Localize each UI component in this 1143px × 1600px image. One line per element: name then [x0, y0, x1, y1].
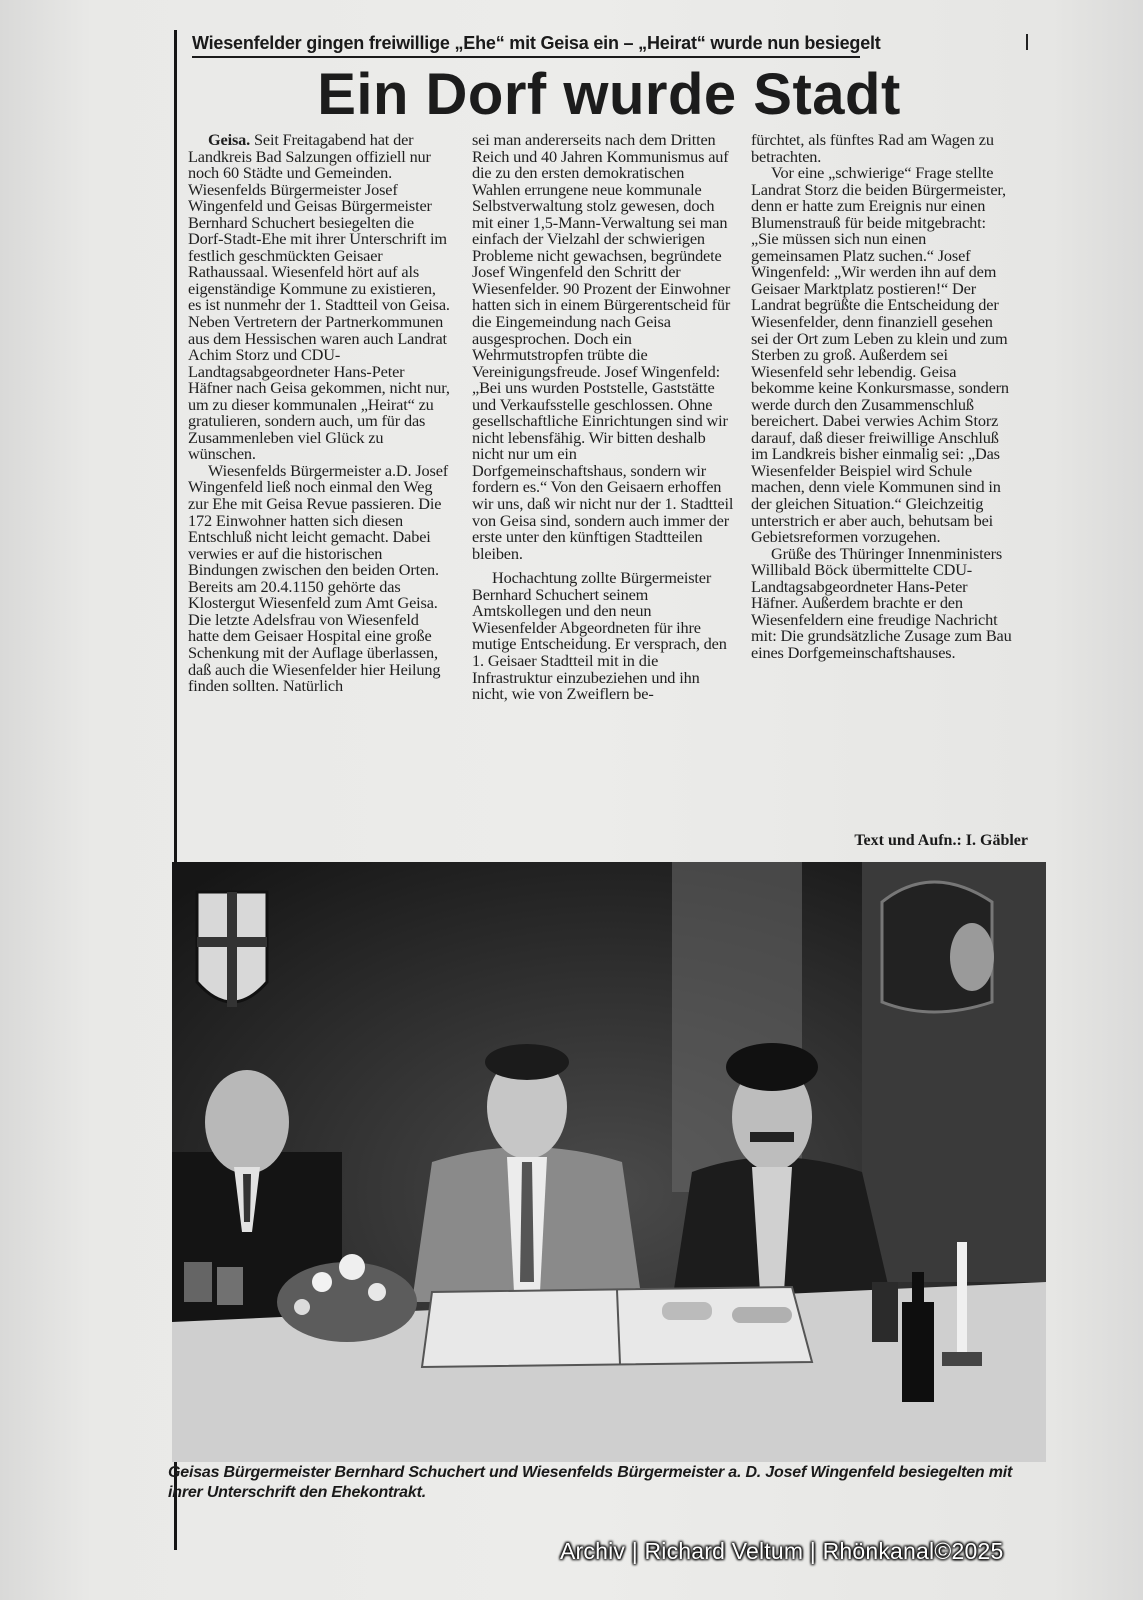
dateline: Geisa.	[208, 130, 251, 149]
archive-watermark: Archiv | Richard Veltum | Rhönkanal©2025	[560, 1538, 1004, 1564]
coat-of-arms	[197, 892, 267, 1007]
column-rule-right	[1026, 34, 1028, 50]
article-column-3	[751, 132, 1013, 662]
article-headline: Ein Dorf wurde Stadt	[317, 62, 901, 127]
signing-photo	[172, 862, 1046, 1462]
paragraph	[188, 132, 450, 463]
photo-credit: Text und Aufn.: I. Gäbler	[854, 832, 1028, 849]
paragraph: Vor eine „schwierige“ Frage stellte Landrat Storz die beiden Bürgermeister, denn er hatte zum Ereignis nur einen Blumenstrauß für beide mitgebracht: „Sie müssen sich nun einen gemeinsamen Platz suchen.“ Josef Wingenfeld: „Wir werden ihn auf dem Geisaer Marktplatz postieren!“ Der Landrat begrüßte die Entscheidung der Wiesenfelder, denn finanziell gesehen sei der Ort zum Leben zu klein und zum Sterben zu groß. Außerdem sei Wiesenfeld sehr lebendig. Geisa bekomme keine Konkursmasse, sondern werde durch den Zusammenschluß bereichert. Dabei verwies Achim Storz darauf, daß dieser freiwillige Anschluß im Landkreis bisher einmalig sei: „Das Wiesenfelder Beispiel wird Schule machen, denn viele Kommunen sind in der gleichen Situation.“ Gleichzeitig unterstrich er aber auch, behutsam bei Gebietsreformen vorzugehen.	[751, 163, 1009, 547]
signing-photo-illustration	[172, 862, 1046, 1462]
paragraph: Hochachtung zollte Bürgermeister Bernhard Schuchert seinem Amtskollegen und den neun Wiesenfelder Abgeordneten für ihre mutige Entscheidung. Er versprach, den 1. Geisaer Stadtteil mit in die Infrastruktur einzubeziehen und ihn nicht, wie von Zweiflern be-	[472, 568, 727, 704]
article-kicker: Wiesenfelder gingen freiwillige „Ehe“ mit Geisa ein – „Heirat“ wurde nun besiegelt	[192, 30, 860, 58]
paragraph: Grüße des Thüringer Innenministers Willibald Böck übermittelte CDU-Landtagsabgeordneter Hans-Peter Häfner. Außerdem brachte er den Wiesenfeldern eine freudige Nachricht mit: Die grundsätzliche Zusage zum Bau eines Dorfgemeinschaftshauses.	[751, 543, 1012, 662]
paragraph: fürchtet, als fünftes Rad am Wagen zu betrachten.	[751, 130, 994, 166]
paragraph: Wiesenfelds Bürgermeister a.D. Josef Wingenfeld ließ noch einmal den Weg zur Ehe mit Geisa Revue passieren. Die 172 Einwohner hatten sich diesen Entschluß nicht leicht gemacht. Dabei verwies er auf die historischen Bindungen zwischen den beiden Orten. Bereits am 20.4.1150 gehörte das Klostergut Wiesenfeld zum Amt Geisa. Die letzte Adelsfrau von Wiesenfeld hatte dem Geisaer Hospital eine große Schenkung mit der Auflage überlassen, daß auch die Wiesenfelder hier Heilung finden sollten. Natürlich	[188, 460, 449, 696]
article-column-2	[472, 132, 734, 703]
photo-caption: Geisas Bürgermeister Bernhard Schuchert und Wiesenfelds Bürgermeister a. D. Josef Wingenfeld besiegelten mit ihrer Unterschrift den Ehekontrakt.	[168, 1464, 1013, 1501]
paragraph: sei man andererseits nach dem Dritten Reich und 40 Jahren Kommunismus auf die zu den ersten demokratischen Wahlen errungene neue kommunale Selbstverwaltung stolz gewesen, doch mit einer 1,5-Mann-Verwaltung sei man einfach der Vielzahl der schwierigen Probleme nicht gewachsen, begründete Josef Wingenfeld den Schritt der Wiesenfelder. 90 Prozent der Einwohner hatten sich in einem Bürgerentscheid für die Eingemeindung nach Geisa ausgesprochen. Doch ein Wehrmutstropfen trübte die Vereinigungsfreude. Josef Wingenfeld: „Bei uns wurden Poststelle, Gaststätte und Verkaufsstelle geschlossen. Ohne gesellschaftliche Einrichtungen sind wir nicht lebensfähig. Wir bitten deshalb nicht nur um ein Dorfgemeinschaftshaus, sondern wir fordern es.“ Von den Geisaern erhoffen wir uns, daß wir nicht nur der 1. Stadtteil von Geisa sind, sondern auch immer der erste unter den künftigen Stadtteilen bleiben.	[472, 130, 734, 563]
article-column-1	[188, 132, 450, 695]
paragraph-text: Seit Freitagabend hat der Landkreis Bad Salzungen offiziell nur noch 60 Städte und Gemeinden. Wiesenfelds Bürgermeister Josef Wingenfeld und Geisas Bürgermeister Bernhard Schuchert besiegelten die Dorf-Stadt-Ehe mit ihrer Unterschrift im festlich geschmückten Geisaer Rathaussaal. Wiesenfeld hört auf als eigenständige Kommune zu existieren, es ist nunmehr der 1. Stadtteil von Geisa. Neben Vertretern der Partnerkommunen aus dem Hessischen waren auch Landrat Achim Storz und CDU-Landtagsabgeordneter Hans-Peter Häfner nach Geisa gekommen, nicht nur, um zu dieser kommunalen „Heirat“ zu gratulieren, sondern auch, um für das Zusammenleben viel Glück zu wünschen.	[188, 130, 450, 464]
